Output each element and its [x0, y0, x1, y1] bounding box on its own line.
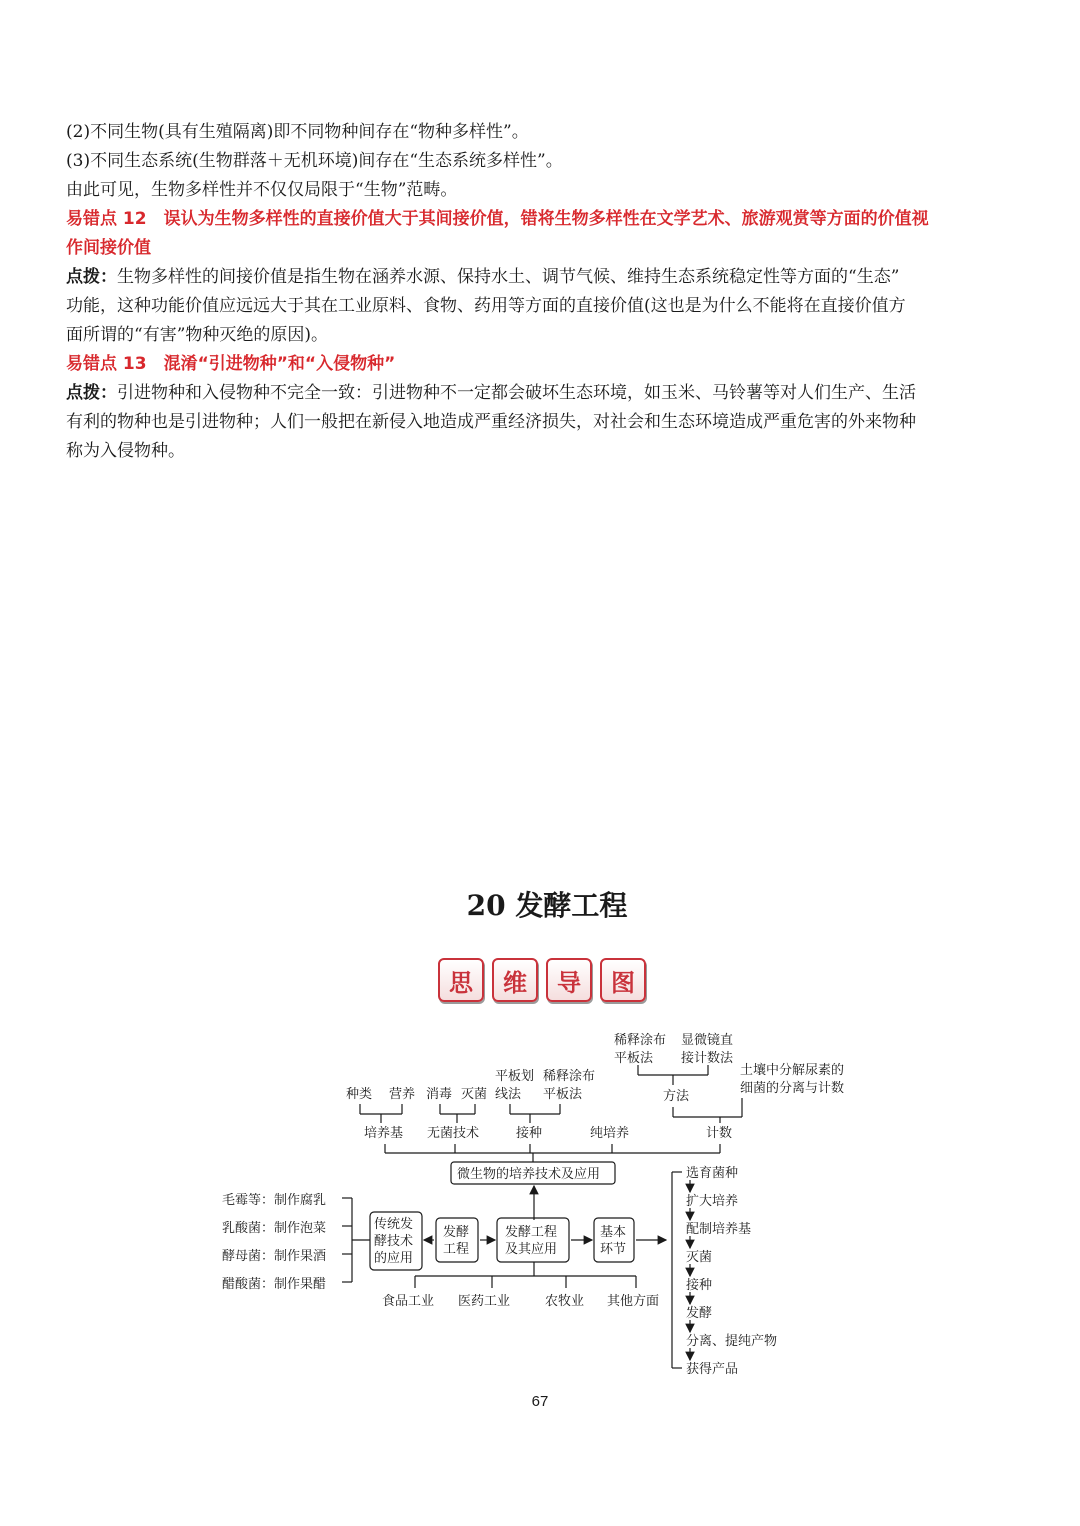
- label-dilution-2: 平板法: [614, 1051, 654, 1066]
- label-pure-culture: 纯培养: [590, 1126, 630, 1141]
- label-kinds: 种类: [346, 1087, 373, 1102]
- label-method: 方法: [663, 1089, 690, 1104]
- box-traditional-2: 酵技术: [374, 1234, 414, 1249]
- label-count: 计数: [706, 1126, 733, 1141]
- error-point-12-heading: 易错点 12 误认为生物多样性的直接价值大于其间接价值，错将生物多样性在文学艺术、旅游观赏等方面的价值视: [66, 209, 929, 229]
- label-dilution-1: 稀释涂布: [614, 1033, 667, 1048]
- label-urea-1: 土壤中分解尿素的: [740, 1063, 845, 1078]
- paragraph-species-diversity: (2)不同生物(具有生殖隔离)即不同物种间存在“物种多样性”。: [66, 122, 529, 142]
- left-item-acetic: 醋酸菌：制作果醋: [222, 1277, 327, 1292]
- label-microscope-1: 显微镜直: [681, 1033, 734, 1048]
- step-item: 灭菌: [686, 1250, 713, 1265]
- step-item: 配制培养基: [686, 1222, 752, 1237]
- step-item: 扩大培养: [686, 1194, 739, 1209]
- step-item: 选育菌种: [686, 1166, 739, 1181]
- label-microscope-2: 接计数法: [681, 1051, 734, 1066]
- label-inoculate: 接种: [516, 1126, 543, 1141]
- tip-12-text: 生物多样性的间接价值是指生物在涵养水源、保持水土、调节气候、维持生态系统稳定性等方面的“生态”: [117, 267, 900, 287]
- tip-12-line1: [66, 263, 1026, 292]
- label-disinfect: 消毒: [426, 1087, 453, 1102]
- tip-12-line3: 面所谓的“有害”物种灭绝的原因)。: [66, 325, 329, 345]
- left-item-yeast: 酵母菌：制作果酒: [222, 1249, 327, 1264]
- box-basic-2: 环节: [600, 1242, 627, 1257]
- tip-13-line2: 有利的物种也是引进物种；人们一般把在新侵入地造成严重经济损失，对社会和生态环境造成严重危害的外来物种: [66, 412, 916, 432]
- bottom-item-food: 食品工业: [382, 1294, 435, 1309]
- bottom-item-agriculture: 农牧业: [545, 1294, 585, 1309]
- tip-12-line2: 功能，这种功能价值应远远大于其在工业原料、食物、药用等方面的直接价值(这也是为什么不能将在直接价值方: [66, 296, 906, 316]
- box-traditional-3: 的应用: [374, 1251, 414, 1266]
- mindmap-diagram: [0, 1020, 1080, 1390]
- label-streak-2: 线法: [495, 1087, 522, 1102]
- paragraph-ecosystem-diversity: (3)不同生态系统(生物群落＋无机环境)间存在“生态系统多样性”。: [66, 151, 563, 171]
- tip-13-line1: [66, 379, 1026, 408]
- label-spread-2: 平板法: [543, 1087, 583, 1102]
- box-engineering-1: 发酵工程: [505, 1225, 558, 1240]
- label-urea-2: 细菌的分离与计数: [740, 1081, 845, 1096]
- tip-label: 点拨：: [66, 267, 117, 287]
- paragraph-conclusion: 由此可见，生物多样性并不仅仅局限于“生物”范畴。: [66, 180, 458, 200]
- box-engineering-2: 及其应用: [505, 1242, 558, 1257]
- box-fermentation-1: 发酵: [443, 1225, 470, 1240]
- label-streak-1: 平板划: [495, 1069, 535, 1084]
- tip-13-line3: 称为入侵物种。: [66, 441, 185, 461]
- tip-13-text: 引进物种和入侵物种不完全一致：引进物种不一定都会破坏生态环境，如玉米、马铃薯等对人们生产、生活: [117, 383, 916, 403]
- left-item-lactic: 乳酸菌：制作泡菜: [222, 1221, 327, 1236]
- label-medium: 培养基: [364, 1126, 404, 1141]
- mindmap-badge: [438, 958, 646, 1002]
- main-text: [66, 118, 1026, 466]
- badge-char: 导: [546, 958, 592, 1002]
- box-basic-1: 基本: [600, 1225, 627, 1240]
- badge-char: 思: [438, 958, 484, 1002]
- bottom-item-medicine: 医药工业: [458, 1294, 511, 1309]
- page-number: 67: [531, 1393, 549, 1410]
- left-item-mucor: 毛霉等：制作腐乳: [222, 1193, 327, 1208]
- label-center-top: 微生物的培养技术及应用: [457, 1167, 601, 1182]
- badge-char: 图: [600, 958, 646, 1002]
- label-aseptic: 无菌技术: [427, 1126, 480, 1141]
- step-item: 接种: [686, 1278, 713, 1293]
- section-title: 20 发酵工程: [466, 889, 628, 922]
- tip-label: 点拨：: [66, 383, 117, 403]
- step-item: 分离、提纯产物: [686, 1334, 778, 1349]
- box-fermentation-2: 工程: [443, 1242, 470, 1257]
- label-sterilize: 灭菌: [461, 1087, 488, 1102]
- badge-char: 维: [492, 958, 538, 1002]
- label-nutrition: 营养: [389, 1087, 416, 1102]
- bottom-item-other: 其他方面: [607, 1294, 660, 1309]
- step-item: 发酵: [686, 1306, 713, 1321]
- label-spread-1: 稀释涂布: [543, 1069, 596, 1084]
- box-traditional-1: 传统发: [374, 1217, 414, 1232]
- error-point-12-heading-cont: 作间接价值: [66, 238, 151, 258]
- error-point-13-heading: 易错点 13 混淆“引进物种”和“入侵物种”: [66, 354, 396, 374]
- step-item: 获得产品: [686, 1362, 739, 1377]
